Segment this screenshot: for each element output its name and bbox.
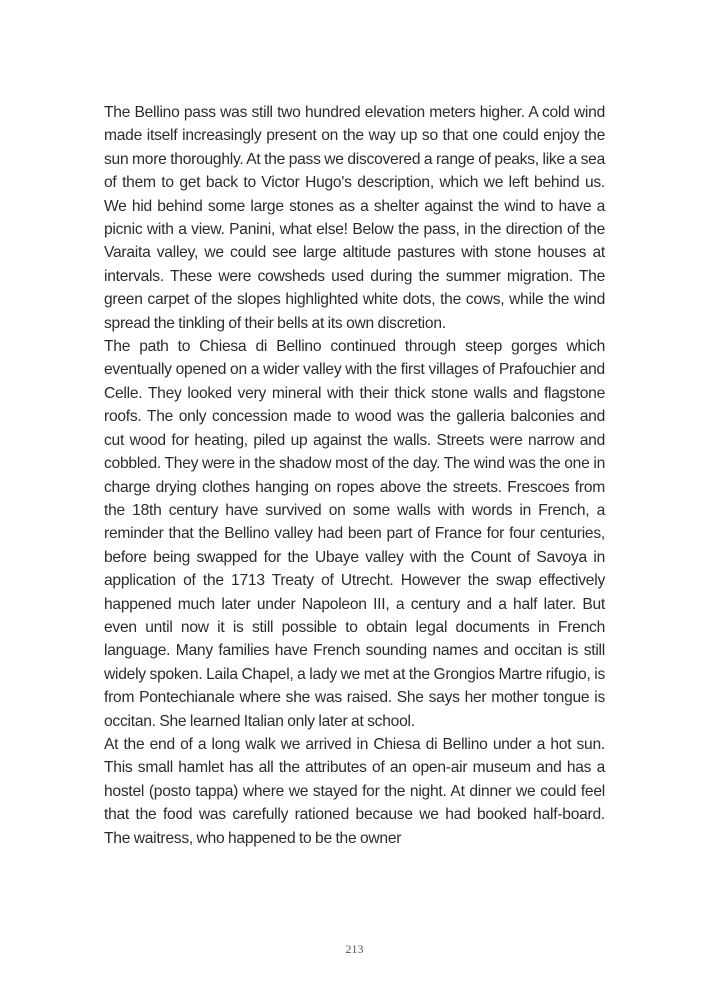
body-text: [104, 101, 605, 850]
page-number: 213: [345, 942, 364, 956]
paragraph-chiesa-path: The path to Chiesa di Bellino continued through steep gorges which eventually opened on a wider valley with the first villages of Prafouchier and Celle. They looked very mineral with their thick stone walls and flagstone roofs. The only concession made to wood was the galleria balconies and cut wood for heating, piled up against the walls. Streets were narrow and cobbled. They were in the shadow most of the day. The wind was the one in charge drying clothes hanging on ropes above the streets. Frescoes from the 18th century have survived on some walls with words in French, a reminder that the Bellino valley had been part of France for four centuries, before being swapped for the Ubaye valley with the Count of Savoya in application of the 1713 Treaty of Utrecht. However the swap effectively happened much later under Napoleon III, a century and a half later. But even until now it is still possible to obtain legal documents in French language. Many families have French sounding names and occitan is still widely spoken. Laila Chapel, a lady we met at the Grongios Martre rifugio, is from Pontechianale where she was raised. She says her mother tongue is occitan. She learned Italian only later at school.: [104, 338, 605, 730]
paragraph-arrival: At the end of a long walk we arrived in Chiesa di Bellino under a hot sun. This small hamlet has all the attributes of an open-air museum and has a hostel (posto tappa) where we stayed for the night. At dinner we could feel that the food was carefully rationed because we had booked half-board. The waitress, who happened to be the owner: [104, 735, 605, 847]
paragraph-bellino-pass: The Bellino pass was still two hundred elevation meters higher. A cold wind made itself increasingly present on the way up so that one could enjoy the sun more thoroughly. At the pass we discovered a range of peaks, like a sea of them to get back to Victor Hugo's description, which we left behind us. We hid behind some large stones as a shelter against the wind to have a picnic with a view. Panini, what else! Below the pass, in the direction of the Varaita valley, we could see large altitude pastures with stone houses at intervals. These were cowsheds used during the summer migration. The green carpet of the slopes highlighted white dots, the cows, while the wind spread the tinkling of their bells at its own discretion.: [104, 104, 605, 332]
